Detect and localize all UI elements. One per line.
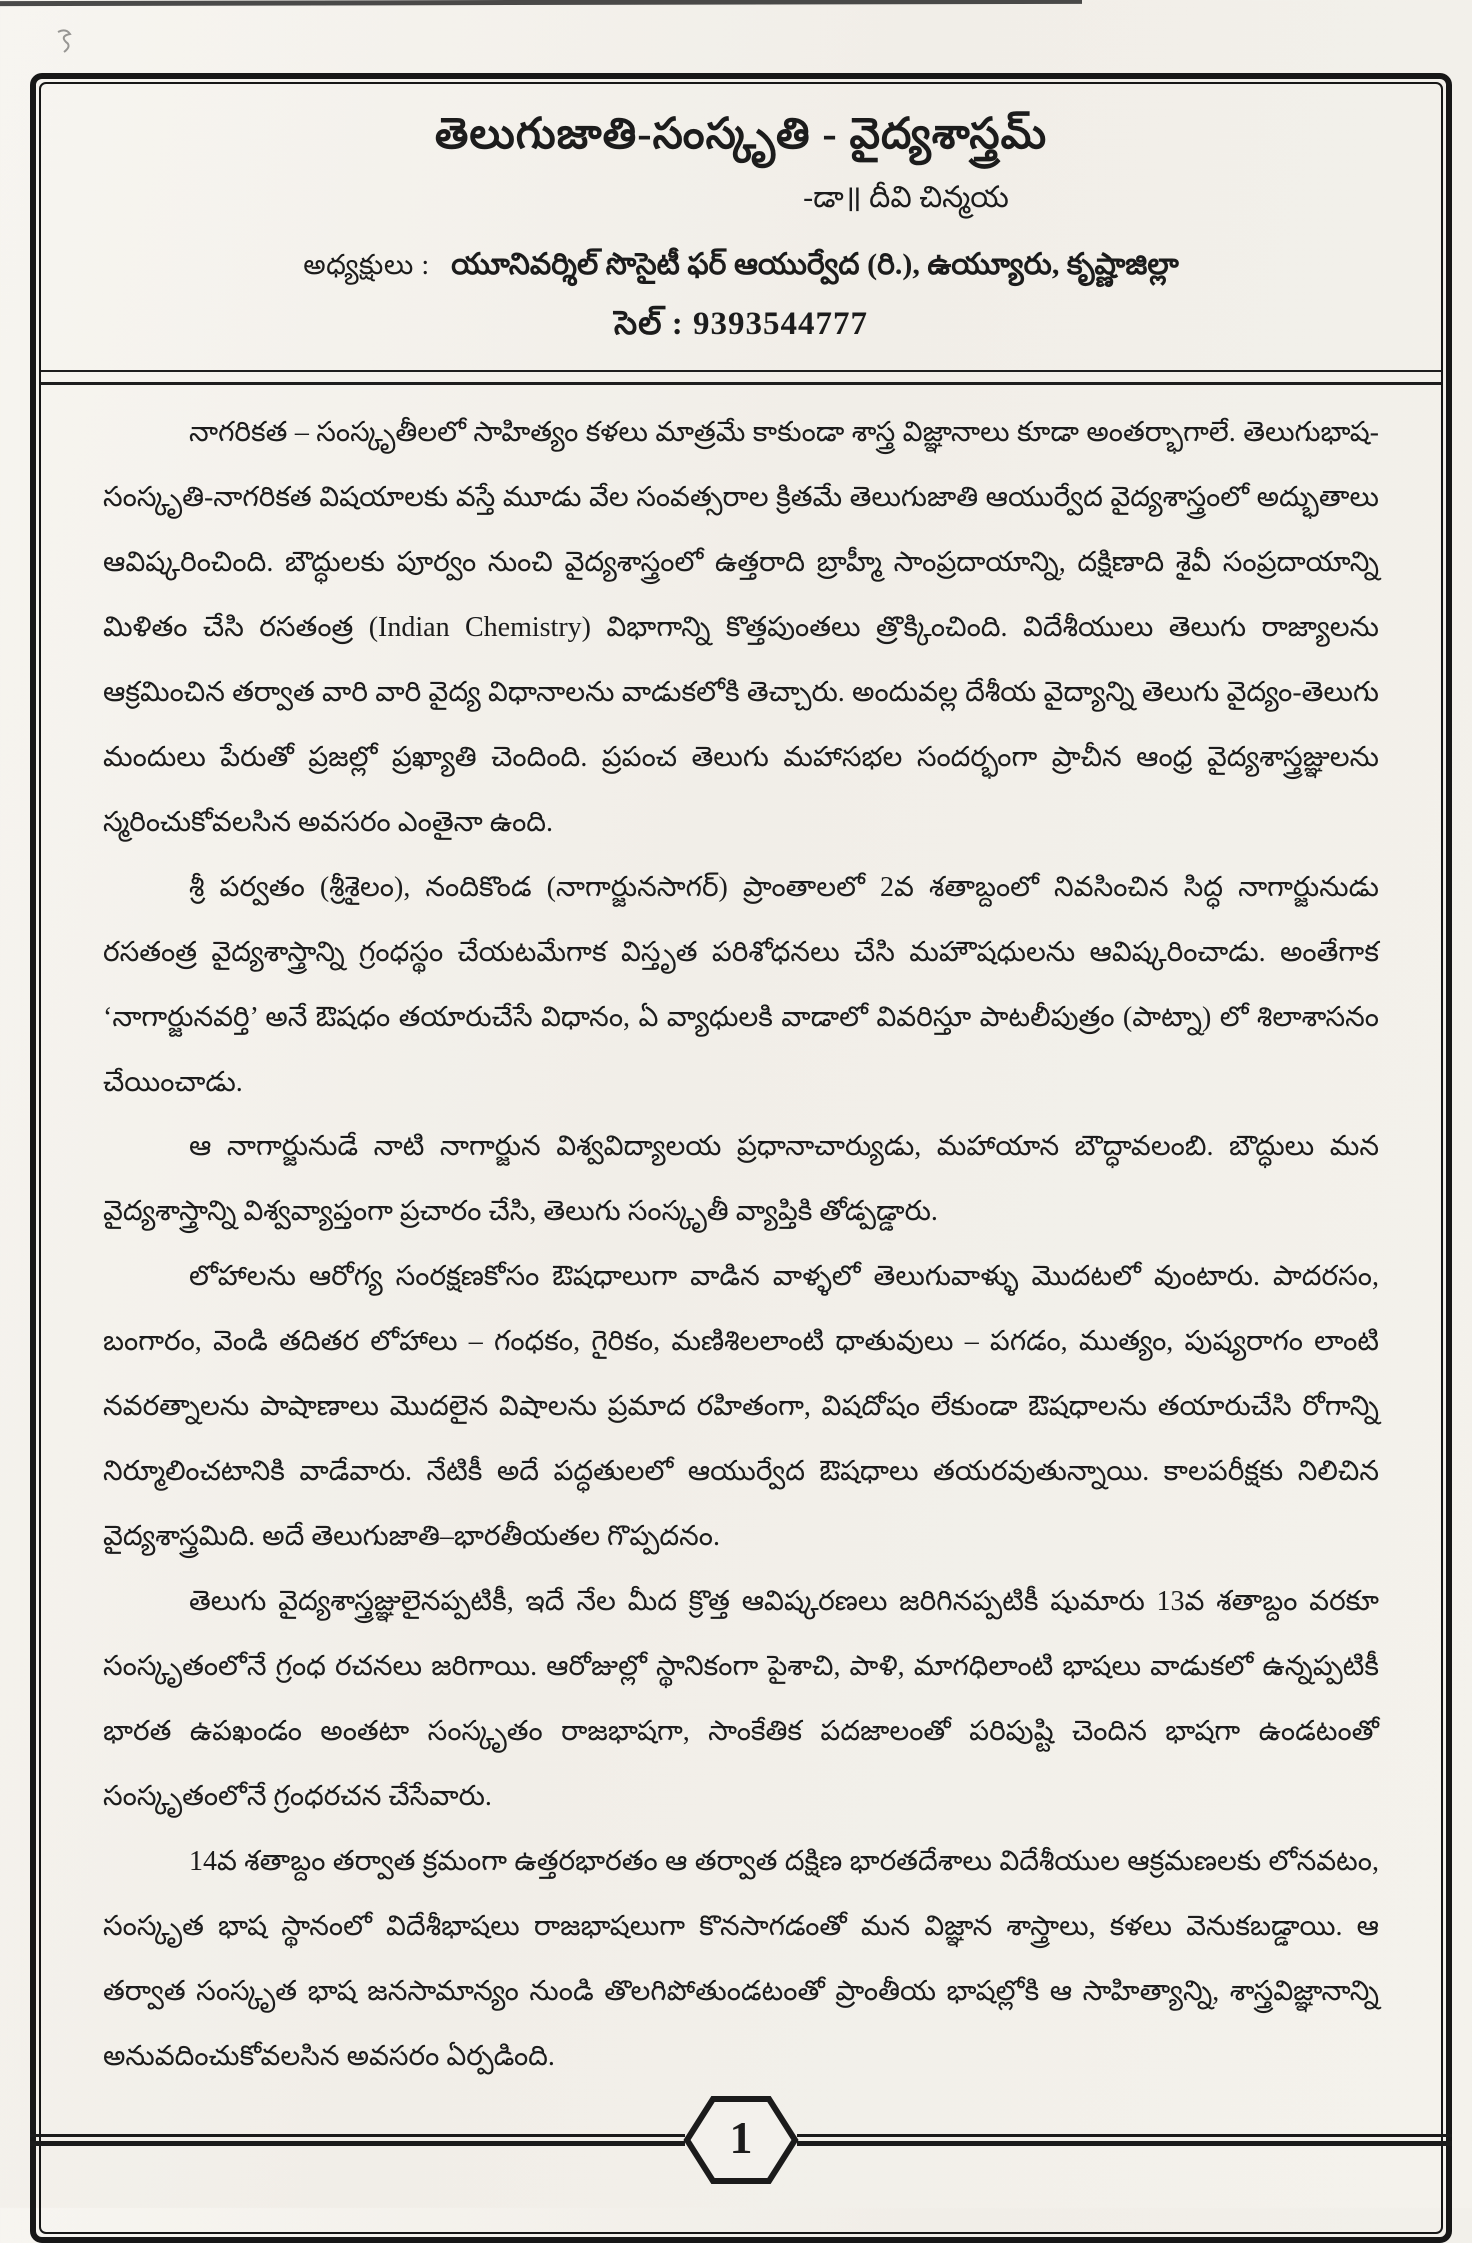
paragraph-1: నాగరికత – సంస్కృతీలలో సాహిత్యం కళలు మాత్రమే కాకుండా శాస్త్ర విజ్ఞానాలు కూడా అంతర్భాగాలే. తెలుగుభాష- సంస్కృతి-నాగరికత విషయాలకు వస్తే మూడు వేల సంవత్సరాల క్రితమే తెలుగుజాతి ఆయుర్వేద వైద్యశాస్త్రంలో అద్భుతాలు ఆవిష్కరించింది. బౌద్ధులకు పూర్వం నుంచి వైద్యశాస్త్రంలో ఉత్తరాది బ్రాహ్మీ సాంప్రదాయాన్ని, దక్షిణాది శైవీ సంప్రదాయాన్ని మిళితం చేసి రసతంత్ర (Indian Chemistry) విభాగాన్ని కొత్తపుంతలు త్రొక్కించింది. విదేశీయులు తెలుగు రాజ్యాలను ఆక్రమించిన తర్వాత వారి వారి వైద్య విధానాలను వాడుకలోకి తెచ్చారు. అందువల్ల దేశీయ వైద్యాన్ని తెలుగు వైద్యం-తెలుగు మందులు పేరుతో ప్రజల్లో ప్రఖ్యాతి చెందింది. ప్రపంచ తెలుగు మహాసభల సందర్భంగా ప్రాచీన ఆంధ్ర వైద్యశాస్త్రజ్ఞులను స్మరించుకోవలసిన అవసరం ఎంతైనా ఉంది. — [103, 417, 1379, 838]
page-number-badge — [682, 2094, 800, 2186]
paragraph-3: ఆ నాగార్జునుడే నాటి నాగార్జున విశ్వవిద్యాలయ ప్రధానాచార్యుడు, మహాయాన బౌద్ధావలంబి. బౌద్ధులు మన వైద్యశాస్త్రాన్ని విశ్వవ్యాప్తంగా ప్రచారం చేసి, తెలుగు సంస్కృతీ వ్యాప్తికి తోడ్పడ్డారు. — [103, 1131, 1379, 1228]
page-number: 1 — [729, 2112, 753, 2163]
scan-edge-artifact — [0, 0, 1082, 6]
page-footer — [30, 2094, 1452, 2186]
page-frame — [30, 73, 1452, 2243]
paragraph-2: శ్రీ పర్వతం (శ్రీశైలం), నందికొండ (నాగార్జునసాగర్) ప్రాంతాలలో 2వ శతాబ్దంలో నివసించిన సిద్ధ నాగార్జునుడు రసతంత్ర వైద్యశాస్త్రాన్ని గ్రంధస్థం చేయటమేగాక విస్తృత పరిశోధనలు చేసి మహౌషధులను ఆవిష్కరించాడు. అంతేగాక ‘నాగార్జునవర్తి’ అనే ఔషధం తయారుచేసే విధానం, ఏ వ్యాధులకి వాడాలో వివరిస్తూ పాటలీపుత్రం (పాట్నా) లో శిలాశాసనం చేయించాడు. — [103, 871, 1379, 1098]
page-frame-inner — [39, 82, 1443, 2234]
pen-mark-artifact — [52, 26, 78, 56]
header-divider — [41, 370, 1441, 385]
paragraph-6: 14వ శతాబ్దం తర్వాత క్రమంగా ఉత్తరభారతం ఆ తర్వాత దక్షిణ భారతదేశాలు విదేశీయుల ఆక్రమణలకు లోనవటం, సంస్కృత భాష స్థానంలో విదేశీభాషలు రాజభాషలుగా కొనసాగడంతో మన విజ్ఞాన శాస్త్రాలు, కళలు వెనుకబడ్డాయి. ఆ తర్వాత సంస్కృత భాష జనసామాన్యం నుండి తొలగిపోతుండటంతో ప్రాంతీయ భాషల్లోకి ఆ సాహిత్యాన్ని, శాస్త్రవిజ్ఞానాన్ని అనువదించుకోవలసిన అవసరం ఏర్పడింది. — [103, 1845, 1379, 2072]
paragraph-5: తెలుగు వైద్యశాస్త్రజ్ఞులైనప్పటికీ, ఇదే నేల మీద క్రొత్త ఆవిష్కరణలు జరిగినప్పటికీ షుమారు 13వ శతాబ్దం వరకూ సంస్కృతంలోనే గ్రంధ రచనలు జరిగాయి. ఆరోజుల్లో స్థానికంగా పైశాచి, పాళి, మాగధిలాంటి భాషలు వాడుకలో ఉన్నప్పటికీ భారత ఉపఖండం అంతటా సంస్కృతం రాజభాషగా, సాంకేతిక పదజాలంతో పరిపుష్టి చెందిన భాషగా ఉండటంతో సంస్కృతంలోనే గ్రంధరచన చేసేవారు. — [103, 1586, 1379, 1813]
footer-rule-right — [797, 2134, 1452, 2146]
organization-name: యూనివర్శిల్ సొసైటీ ఫర్ ఆయుర్వేద (రి.), ఉయ్యూరు, కృష్ణాజిల్లా — [451, 248, 1179, 281]
footer-rule-left — [30, 2134, 685, 2146]
president-label: అధ్యక్షులు : — [303, 250, 430, 281]
document-title: తెలుగుజాతి-సంస్కృతి - వైద్యశాస్త్రమ్ — [434, 111, 1048, 158]
author-byline: -డా॥ దీవి చిన్మయ — [803, 181, 1009, 214]
document-body — [41, 385, 1441, 2090]
document-header — [41, 84, 1441, 370]
phone-number: సెల్ : 9393544777 — [613, 306, 869, 342]
paragraph-4: లోహాలను ఆరోగ్య సంరక్షణకోసం ఔషధాలుగా వాడిన వాళ్ళలో తెలుగువాళ్ళు మొదటలో వుంటారు. పాదరసం, బంగారం, వెండి తదితర లోహాలు – గంధకం, గైరికం, మణిశిలలాంటి ధాతువులు – పగడం, ముత్యం, పుష్యరాగం లాంటి నవరత్నాలను పాషాణాలు మొదలైన విషాలను ప్రమాద రహితంగా, విషదోషం లేకుండా ఔషధాలను తయారుచేసి రోగాన్ని నిర్మూలించటానికి వాడేవారు. నేటికీ అదే పద్ధతులలో ఆయుర్వేద ఔషధాలు తయరవుతున్నాయి. కాలపరీక్షకు నిలిచిన వైద్యశాస్త్రమిది. అదే తెలుగుజాతి–భారతీయతల గొప్పదనం. — [103, 1261, 1379, 1553]
organization-line — [41, 248, 1441, 289]
